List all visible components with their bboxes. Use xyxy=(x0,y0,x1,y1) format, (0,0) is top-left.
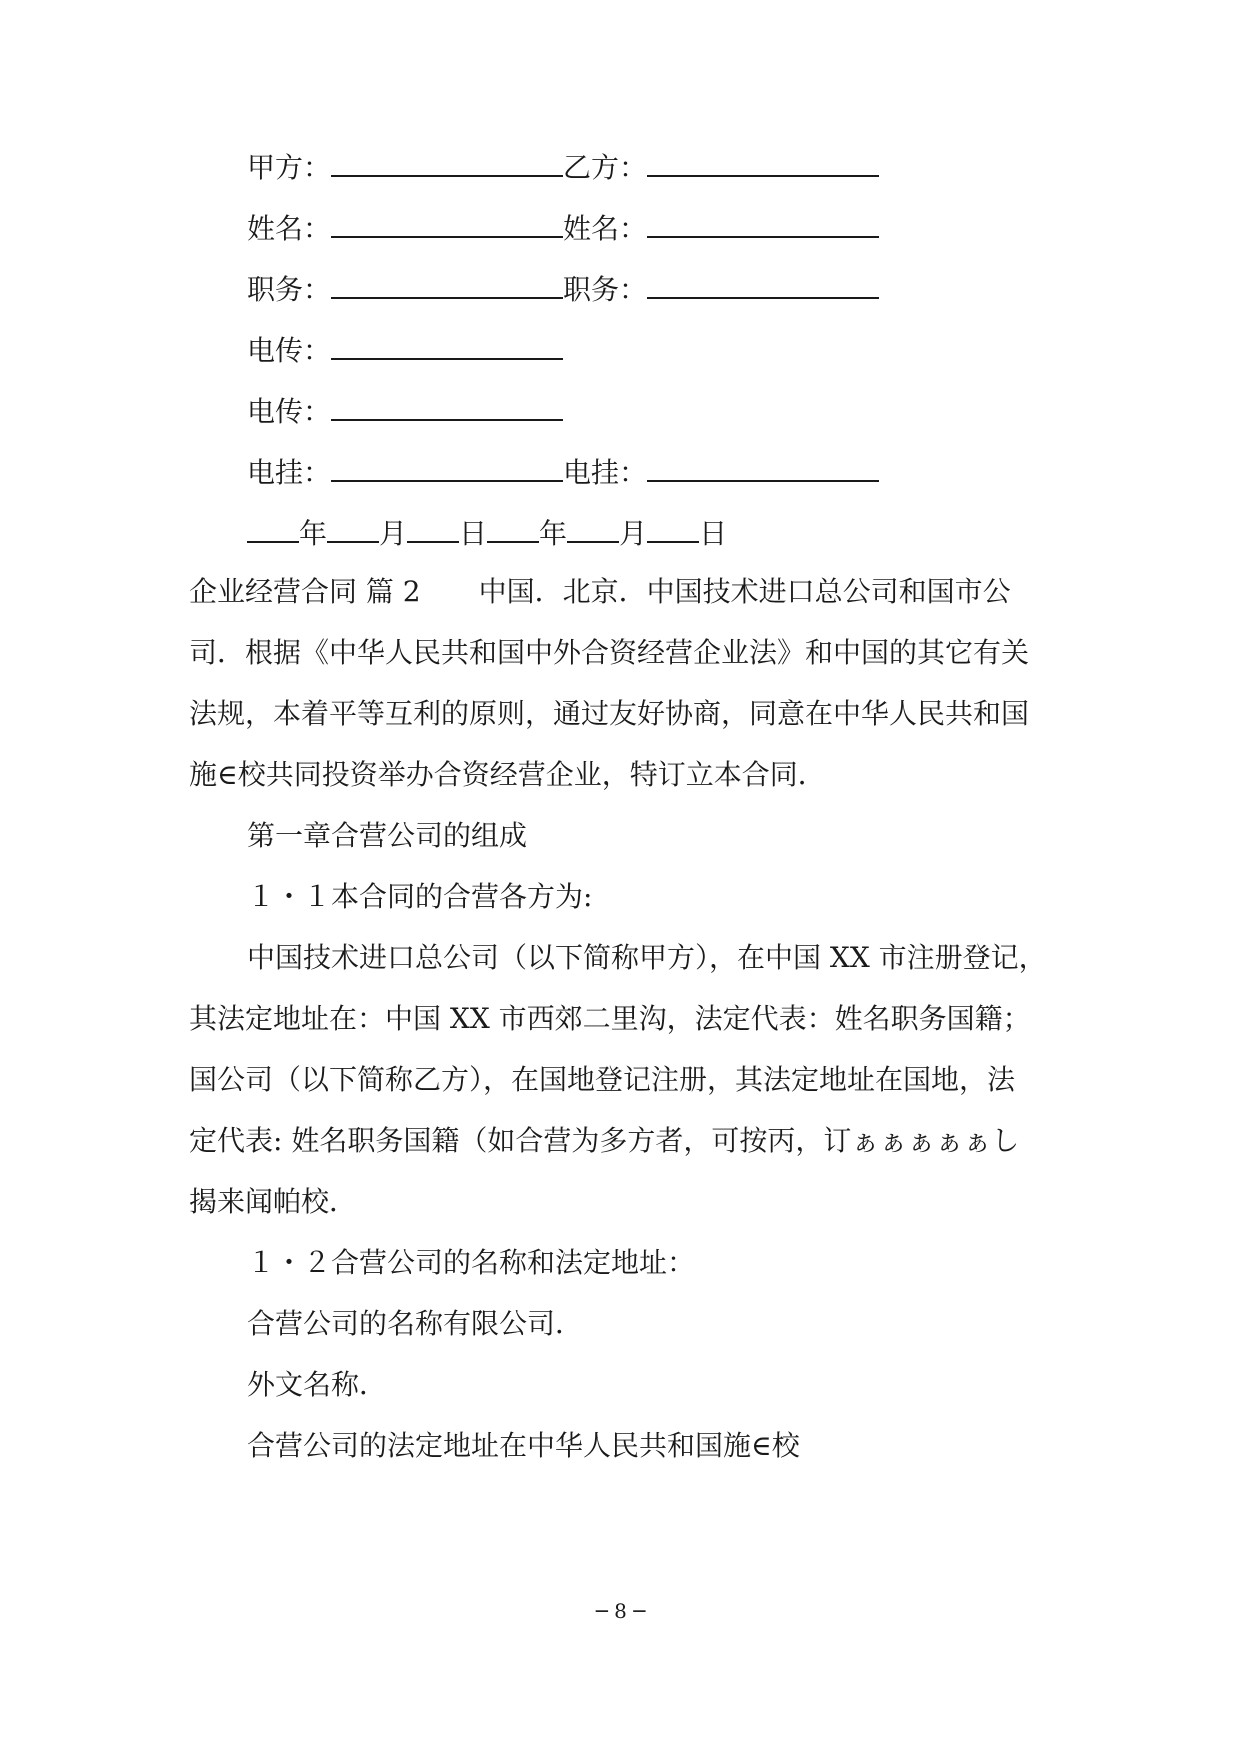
year-a-blank xyxy=(247,511,299,543)
intro-text-1: 中国．北京．中国技术进口总公司和国市公 xyxy=(478,575,1011,608)
signature-row-title xyxy=(247,267,879,307)
party-a-label: 甲方： xyxy=(247,151,332,184)
parties-line-5: 揭来闻帕校． xyxy=(189,1185,358,1218)
party-a-blank xyxy=(331,145,563,177)
intro-line-2: 司．根据《中华人民共和国中外合资经营企业法》和中国的其它有关 xyxy=(189,636,1030,669)
name-b-blank xyxy=(647,206,879,238)
telex-a-blank xyxy=(331,328,563,360)
day-a-label: 日 xyxy=(459,517,488,550)
day-b-label: 日 xyxy=(699,517,728,550)
intro-line-4: 施∈校共同投资举办合资经营企业，特订立本合同． xyxy=(189,758,826,791)
cable-a-blank xyxy=(331,450,563,482)
section-heading: 企业经营合同 篇 2 xyxy=(189,575,421,608)
name-a-label: 姓名： xyxy=(247,212,332,245)
year-b-blank xyxy=(487,511,539,543)
month-b-blank xyxy=(567,511,619,543)
title-b-label: 职务： xyxy=(563,273,648,306)
signature-row-name xyxy=(247,206,879,246)
title-b-blank xyxy=(647,267,879,299)
party-b-blank xyxy=(647,145,879,177)
foreign-name-line: 外文名称． xyxy=(247,1368,388,1401)
page-number: ─ 8 ─ xyxy=(595,1599,646,1623)
month-a-label: 月 xyxy=(379,517,408,550)
parties-line-3: 国公司（以下简称乙方），在国地登记注册，其法定地址在国地，法 xyxy=(189,1063,1016,1096)
telex-b-blank xyxy=(331,389,563,421)
signature-row-party xyxy=(247,145,879,185)
article-1-2: １・２合营公司的名称和法定地址： xyxy=(247,1246,696,1279)
title-a-label: 职务： xyxy=(247,273,332,306)
article-1-1: １・１本合同的合营各方为: xyxy=(247,880,593,913)
year-b-label: 年 xyxy=(539,517,568,550)
parties-line-4: 定代表: 姓名职务国籍（如合营为多方者，可按丙，订ぁぁぁぁぁし xyxy=(189,1124,1020,1157)
signature-row-telex-1 xyxy=(247,328,563,368)
signature-row-telex-2 xyxy=(247,389,563,429)
signature-row-date xyxy=(247,511,727,551)
title-a-blank xyxy=(331,267,563,299)
year-a-label: 年 xyxy=(299,517,328,550)
cable-b-blank xyxy=(647,450,879,482)
parties-line-2: 其法定地址在：中国 XX 市西郊二里沟，法定代表：姓名职务国籍； xyxy=(189,1002,1031,1035)
signature-row-cable xyxy=(247,450,879,490)
cable-a-label: 电挂： xyxy=(247,456,332,489)
address-line: 合营公司的法定地址在中华人民共和国施∈校 xyxy=(247,1429,800,1462)
intro-line-1 xyxy=(189,572,1011,612)
day-a-blank xyxy=(407,511,459,543)
cable-b-label: 电挂： xyxy=(563,456,648,489)
name-b-label: 姓名： xyxy=(563,212,648,245)
month-b-label: 月 xyxy=(619,517,648,550)
intro-line-3: 法规，本着平等互利的原则，通过友好协商，同意在中华人民共和国 xyxy=(189,697,1030,730)
company-name-line: 合营公司的名称有限公司． xyxy=(247,1307,584,1340)
telex-a-label: 电传： xyxy=(247,334,332,367)
telex-b-label: 电传： xyxy=(247,395,332,428)
party-b-label: 乙方： xyxy=(563,151,648,184)
day-b-blank xyxy=(647,511,699,543)
month-a-blank xyxy=(327,511,379,543)
parties-line-1: 中国技术进口总公司（以下简称甲方），在中国 XX 市注册登记， xyxy=(247,941,1047,974)
chapter-title: 第一章合营公司的组成 xyxy=(247,819,528,852)
name-a-blank xyxy=(331,206,563,238)
